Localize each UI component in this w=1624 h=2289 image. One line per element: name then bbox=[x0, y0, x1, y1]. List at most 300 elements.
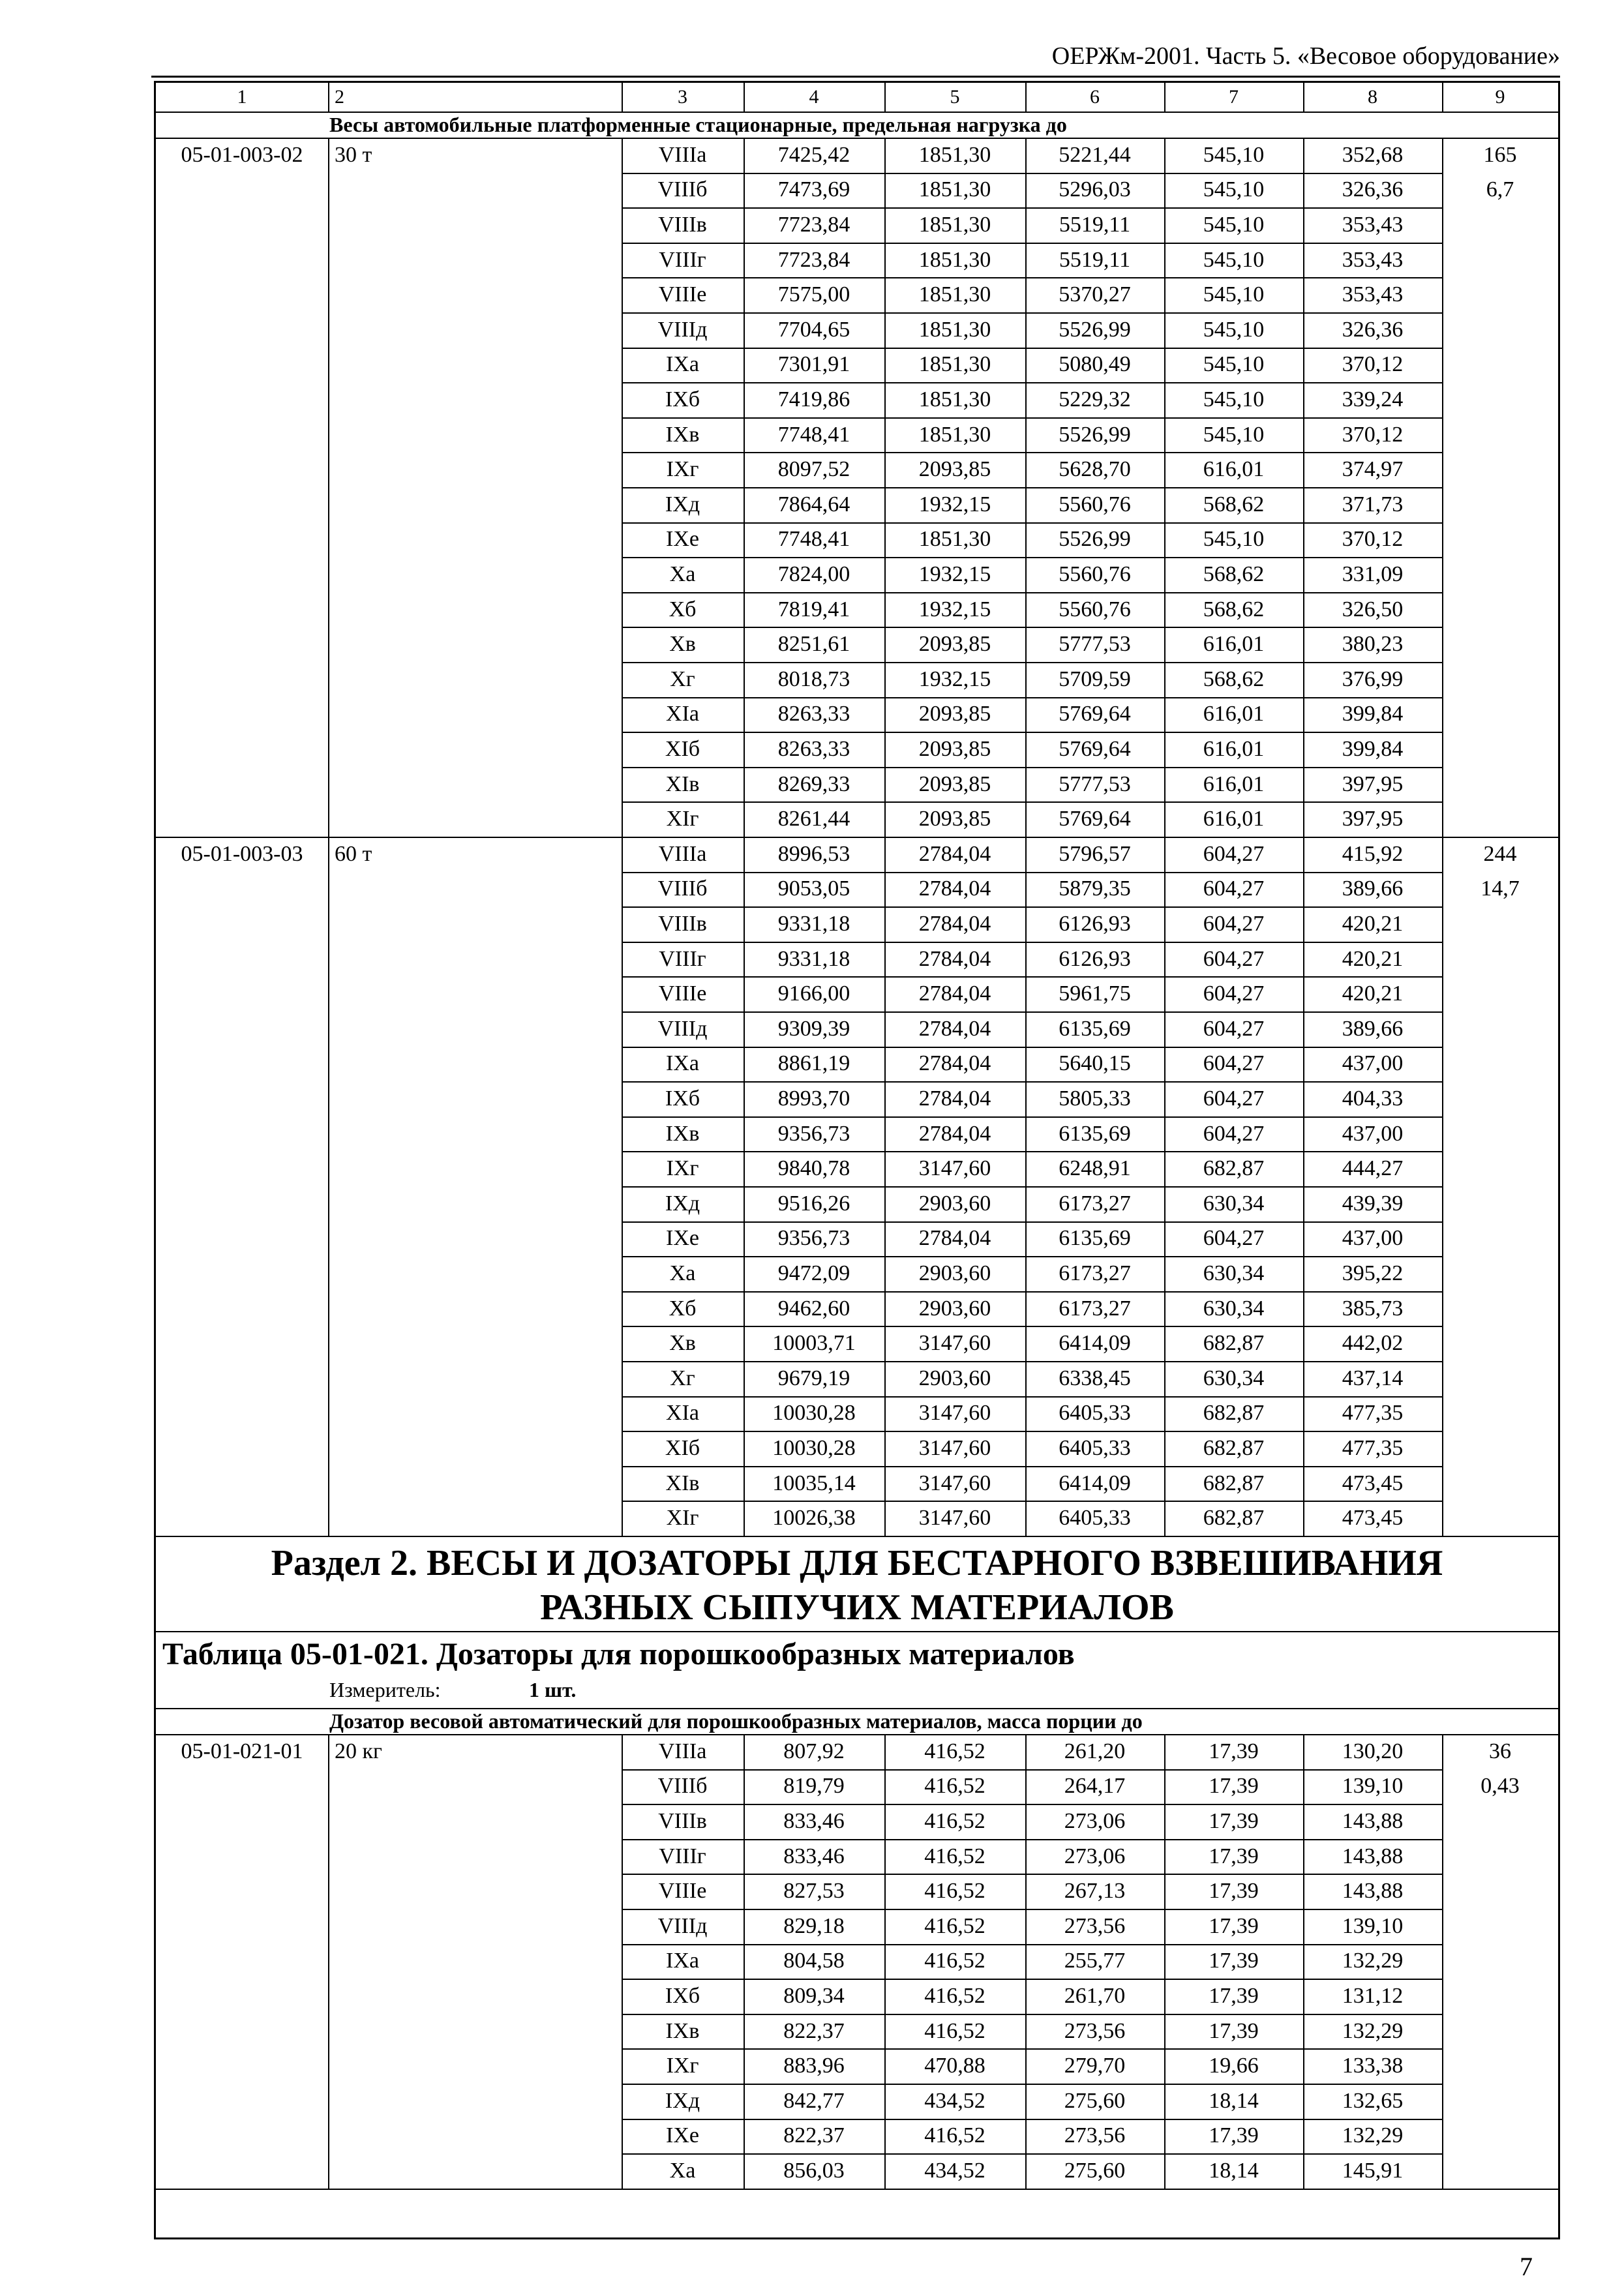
cell-value: 2784,04 bbox=[918, 1016, 991, 1041]
cell-value: 3147,60 bbox=[918, 1401, 991, 1426]
table-row bbox=[156, 1291, 1558, 1326]
cell-value: 682,87 bbox=[1203, 1331, 1265, 1356]
cell-value: 132,29 bbox=[1342, 2018, 1404, 2043]
cell-value: 17,39 bbox=[1209, 1949, 1259, 1973]
cell-value: VIIIе bbox=[658, 1879, 707, 1904]
cell-value: 17,39 bbox=[1209, 1983, 1259, 2008]
cell-value: VIIIд bbox=[657, 1016, 708, 1041]
cell-value: 326,36 bbox=[1342, 177, 1404, 202]
cell-value: Xб bbox=[669, 1296, 697, 1321]
cell-value: 3147,60 bbox=[918, 1506, 991, 1531]
cell-value: 616,01 bbox=[1203, 771, 1265, 796]
column-divider bbox=[1164, 1734, 1165, 2189]
cell-value: 2784,04 bbox=[918, 946, 991, 971]
cell-value: 437,14 bbox=[1342, 1366, 1404, 1390]
cell-value: 6405,33 bbox=[1059, 1435, 1131, 1460]
cell-value: 682,87 bbox=[1203, 1435, 1265, 1460]
cell-value: 6248,91 bbox=[1059, 1156, 1131, 1181]
cell-value: 6126,93 bbox=[1059, 946, 1131, 971]
header-rule bbox=[151, 76, 1560, 78]
table-row bbox=[156, 801, 1558, 837]
cell-value: 682,87 bbox=[1203, 1156, 1265, 1181]
table-row bbox=[156, 207, 1558, 243]
cell-value: 416,52 bbox=[924, 1808, 985, 1833]
cell-value: 604,27 bbox=[1203, 1121, 1265, 1146]
group-caption bbox=[156, 112, 1558, 138]
table-row bbox=[156, 697, 1558, 732]
table-row bbox=[156, 1396, 1558, 1431]
cell-value: XIв bbox=[665, 771, 700, 796]
cell-value: 1932,15 bbox=[918, 492, 991, 516]
cell-value: 7723,84 bbox=[777, 212, 850, 237]
cell-value: 545,10 bbox=[1203, 422, 1265, 447]
cell-value: 2784,04 bbox=[918, 1086, 991, 1111]
cell-value: 255,77 bbox=[1064, 1949, 1126, 1973]
cell-value: 2093,85 bbox=[918, 632, 991, 657]
cell-value: 2903,60 bbox=[918, 1296, 991, 1321]
cell-value: 10026,38 bbox=[772, 1506, 856, 1531]
cell-value: VIIIв bbox=[658, 1808, 707, 1833]
cell-value: Xб bbox=[669, 597, 697, 621]
cell-value: 2784,04 bbox=[918, 911, 991, 936]
cell-value: 804,58 bbox=[783, 1949, 845, 1973]
table-row bbox=[156, 312, 1558, 348]
cell-value: IXб bbox=[665, 1983, 700, 2008]
column-divider bbox=[744, 83, 745, 112]
cell-value: 380,23 bbox=[1342, 632, 1404, 657]
cell-value: 1932,15 bbox=[918, 597, 991, 621]
cell-value: 5796,57 bbox=[1059, 841, 1131, 866]
column-number: 7 bbox=[1229, 86, 1239, 108]
table-row bbox=[156, 767, 1558, 802]
cell-value: 8261,44 bbox=[777, 807, 850, 831]
cell-value: 5805,33 bbox=[1059, 1086, 1131, 1111]
cell-value: 9331,18 bbox=[777, 911, 850, 936]
cell-value: 8097,52 bbox=[777, 457, 850, 482]
cell-value: 370,12 bbox=[1342, 422, 1404, 447]
cell-value: 545,10 bbox=[1203, 387, 1265, 411]
cell-value: VIIIв bbox=[658, 911, 707, 936]
cell-value: IXд bbox=[665, 1191, 700, 1216]
cell-value: 397,95 bbox=[1342, 771, 1404, 796]
column-divider bbox=[884, 83, 886, 112]
column-divider bbox=[1303, 1734, 1304, 2189]
table-row bbox=[156, 1979, 1558, 2014]
cell-value: 9462,60 bbox=[777, 1296, 850, 1321]
cell-value: 829,18 bbox=[783, 1913, 845, 1938]
cell-value: VIIIг bbox=[659, 946, 706, 971]
cell-value: 9331,18 bbox=[777, 946, 850, 971]
cell-value: XIб bbox=[665, 1435, 700, 1460]
cell-value: 442,02 bbox=[1342, 1331, 1404, 1356]
cell-value: 444,27 bbox=[1342, 1156, 1404, 1181]
table-row bbox=[156, 382, 1558, 417]
table-row bbox=[156, 557, 1558, 592]
table-row bbox=[156, 487, 1558, 522]
table-row bbox=[156, 627, 1558, 662]
table-row bbox=[156, 1944, 1558, 1979]
cell-value: IXе bbox=[666, 527, 699, 552]
table-row bbox=[156, 1909, 1558, 1944]
table-row bbox=[156, 1326, 1558, 1361]
column-divider bbox=[1442, 138, 1443, 1536]
cell-value: 7864,64 bbox=[777, 492, 850, 516]
cell-value: 1851,30 bbox=[918, 387, 991, 411]
cell-value: 545,10 bbox=[1203, 212, 1265, 237]
cell-value: 9840,78 bbox=[777, 1156, 850, 1181]
cell-value: VIIIб bbox=[657, 876, 708, 901]
table-title: Таблица 05-01-021. Дозаторы для порошкообразных материалов bbox=[162, 1637, 1075, 1671]
cell-value: 420,21 bbox=[1342, 981, 1404, 1006]
cell-value: 822,37 bbox=[783, 2018, 845, 2043]
cell-value: 399,84 bbox=[1342, 736, 1404, 761]
cell-value: IXг bbox=[666, 1156, 699, 1181]
cell-value: 143,88 bbox=[1342, 1844, 1404, 1868]
cell-value: IXг bbox=[666, 457, 699, 482]
cell-value: 5370,27 bbox=[1059, 282, 1131, 307]
cell-value: 545,10 bbox=[1203, 352, 1265, 377]
table-row bbox=[156, 1047, 1558, 1082]
cell-value: 477,35 bbox=[1342, 1401, 1404, 1426]
cell-value: 434,52 bbox=[924, 2088, 985, 2113]
cell-value: 5769,64 bbox=[1059, 736, 1131, 761]
cell-value: IXг bbox=[666, 2054, 699, 2078]
item-divider bbox=[156, 1536, 1558, 1537]
section-title-line1: Раздел 2. ВЕСЫ И ДОЗАТОРЫ ДЛЯ БЕСТАРНОГО ВЗВЕШИВАНИЯ bbox=[271, 1543, 1443, 1583]
cell-value: 19,66 bbox=[1209, 2054, 1259, 2078]
cell-value: 8993,70 bbox=[777, 1086, 850, 1111]
cell-value: 18,14 bbox=[1209, 2088, 1259, 2113]
cell-value: 1851,30 bbox=[918, 527, 991, 552]
cell-value: VIIIб bbox=[657, 177, 708, 202]
cell-value: 420,21 bbox=[1342, 946, 1404, 971]
cell-value: 416,52 bbox=[924, 1774, 985, 1799]
item-name: 30 т bbox=[335, 142, 372, 167]
cell-value: 389,66 bbox=[1342, 1016, 1404, 1041]
cell-value: 5777,53 bbox=[1059, 771, 1131, 796]
cell-value: VIIIе bbox=[658, 282, 707, 307]
cell-value: 143,88 bbox=[1342, 1808, 1404, 1833]
cell-value: 545,10 bbox=[1203, 282, 1265, 307]
cell-value: 17,39 bbox=[1209, 1844, 1259, 1868]
cell-value: 1932,15 bbox=[918, 666, 991, 691]
cell-value: 6405,33 bbox=[1059, 1401, 1131, 1426]
cell-value: XIа bbox=[666, 1401, 699, 1426]
table-row bbox=[156, 906, 1558, 942]
cell-value: 416,52 bbox=[924, 1844, 985, 1868]
cell-value: VIIIв bbox=[658, 212, 707, 237]
cell-value: 273,56 bbox=[1064, 2123, 1126, 2148]
table-row bbox=[156, 942, 1558, 977]
cell-value: IXе bbox=[666, 1226, 699, 1251]
extra-value: 6,7 bbox=[1486, 177, 1514, 202]
column-divider bbox=[884, 1734, 886, 2189]
cell-value: 470,88 bbox=[924, 2054, 985, 2078]
cell-value: 17,39 bbox=[1209, 1774, 1259, 1799]
cell-value: 5296,03 bbox=[1059, 177, 1131, 202]
cell-value: 10030,28 bbox=[772, 1435, 856, 1460]
cell-value: 568,62 bbox=[1203, 561, 1265, 586]
cell-value: Xв bbox=[669, 1331, 696, 1356]
cell-value: 7473,69 bbox=[777, 177, 850, 202]
cell-value: 415,92 bbox=[1342, 841, 1404, 866]
section-divider bbox=[156, 1631, 1558, 1632]
table-row bbox=[156, 243, 1558, 278]
table-row bbox=[156, 1221, 1558, 1257]
cell-value: 326,50 bbox=[1342, 597, 1404, 621]
item-name: 20 кг bbox=[335, 1739, 382, 1763]
cell-value: 6405,33 bbox=[1059, 1506, 1131, 1531]
cell-value: 822,37 bbox=[783, 2123, 845, 2148]
cell-value: 1851,30 bbox=[918, 352, 991, 377]
cell-value: 132,29 bbox=[1342, 2123, 1404, 2148]
cell-value: 7301,91 bbox=[777, 352, 850, 377]
column-number: 3 bbox=[678, 86, 687, 108]
table-row bbox=[156, 662, 1558, 697]
cell-value: 6338,45 bbox=[1059, 1366, 1131, 1390]
cell-value: 545,10 bbox=[1203, 317, 1265, 342]
column-divider bbox=[1164, 138, 1165, 1536]
page-header: ОЕРЖм-2001. Часть 5. «Весовое оборудование» bbox=[1051, 42, 1560, 70]
cell-value: 1932,15 bbox=[918, 561, 991, 586]
cell-value: 9516,26 bbox=[777, 1191, 850, 1216]
column-number: 5 bbox=[950, 86, 960, 108]
cell-value: 2093,85 bbox=[918, 457, 991, 482]
cell-value: 2903,60 bbox=[918, 1191, 991, 1216]
cell-value: 473,45 bbox=[1342, 1506, 1404, 1531]
cell-value: 17,39 bbox=[1209, 2018, 1259, 2043]
cell-value: Xв bbox=[669, 632, 696, 657]
cell-value: VIIIа bbox=[658, 1739, 707, 1763]
cell-value: 434,52 bbox=[924, 2158, 985, 2183]
cell-value: VIIIа bbox=[658, 841, 707, 866]
table-row bbox=[156, 1361, 1558, 1396]
cell-value: 5879,35 bbox=[1059, 876, 1131, 901]
cell-value: 10035,14 bbox=[772, 1471, 856, 1495]
cell-value: 9309,39 bbox=[777, 1016, 850, 1041]
column-number: 4 bbox=[809, 86, 819, 108]
column-divider bbox=[1442, 83, 1443, 112]
cell-value: 1851,30 bbox=[918, 247, 991, 272]
table-row bbox=[156, 837, 1558, 872]
cell-value: 5519,11 bbox=[1059, 247, 1131, 272]
cell-value: 8018,73 bbox=[777, 666, 850, 691]
cell-value: 604,27 bbox=[1203, 1226, 1265, 1251]
cell-value: 616,01 bbox=[1203, 457, 1265, 482]
page-number: 7 bbox=[1520, 2252, 1533, 2281]
cell-value: 397,95 bbox=[1342, 807, 1404, 831]
cell-value: XIб bbox=[665, 736, 700, 761]
cell-value: 5961,75 bbox=[1059, 981, 1131, 1006]
cell-value: 616,01 bbox=[1203, 632, 1265, 657]
cell-value: 616,01 bbox=[1203, 736, 1265, 761]
cell-value: 1851,30 bbox=[918, 282, 991, 307]
group-caption-text: Весы автомобильные платформенные стационарные, предельная нагрузка до bbox=[329, 112, 1067, 136]
cell-value: VIIIг bbox=[659, 1844, 706, 1868]
cell-value: 2784,04 bbox=[918, 1051, 991, 1076]
cell-value: 376,99 bbox=[1342, 666, 1404, 691]
cell-value: Xа bbox=[669, 561, 696, 586]
cell-value: 371,73 bbox=[1342, 492, 1404, 516]
table-row bbox=[156, 1734, 1558, 1769]
cell-value: 568,62 bbox=[1203, 597, 1265, 621]
cell-value: 616,01 bbox=[1203, 702, 1265, 726]
extra-value: 0,43 bbox=[1481, 1774, 1520, 1799]
table-row bbox=[156, 1186, 1558, 1221]
column-divider bbox=[328, 83, 329, 112]
cell-value: VIIIе bbox=[658, 981, 707, 1006]
cell-value: 604,27 bbox=[1203, 981, 1265, 1006]
table-row bbox=[156, 2119, 1558, 2154]
table-row bbox=[156, 1501, 1558, 1536]
cell-value: 682,87 bbox=[1203, 1471, 1265, 1495]
column-divider bbox=[328, 1734, 329, 2189]
cell-value: Xг bbox=[670, 666, 695, 691]
cell-value: VIIIа bbox=[658, 142, 707, 167]
column-divider bbox=[744, 1734, 745, 2189]
table-row bbox=[156, 1466, 1558, 1501]
cell-value: 2903,60 bbox=[918, 1261, 991, 1285]
cell-value: 143,88 bbox=[1342, 1879, 1404, 1904]
cell-value: 5560,76 bbox=[1059, 597, 1131, 621]
column-number: 9 bbox=[1495, 86, 1505, 108]
cell-value: 630,34 bbox=[1203, 1296, 1265, 1321]
item-code: 05-01-021-01 bbox=[181, 1739, 303, 1763]
column-number: 1 bbox=[237, 86, 247, 108]
extra-value: 244 bbox=[1483, 841, 1517, 866]
cell-value: 5221,44 bbox=[1059, 142, 1131, 167]
cell-value: IXб bbox=[665, 1086, 700, 1111]
cell-value: 261,70 bbox=[1064, 1983, 1126, 2008]
table-row bbox=[156, 1431, 1558, 1466]
column-divider bbox=[1025, 83, 1027, 112]
cell-value: 827,53 bbox=[783, 1879, 845, 1904]
cell-value: 3147,60 bbox=[918, 1156, 991, 1181]
cell-value: 5709,59 bbox=[1059, 666, 1131, 691]
cell-value: 437,00 bbox=[1342, 1121, 1404, 1146]
cell-value: 5526,99 bbox=[1059, 527, 1131, 552]
cell-value: XIв bbox=[665, 1471, 700, 1495]
cell-value: 7819,41 bbox=[777, 597, 850, 621]
cell-value: 420,21 bbox=[1342, 911, 1404, 936]
cell-value: VIIIб bbox=[657, 1774, 708, 1799]
cell-value: 8861,19 bbox=[777, 1051, 850, 1076]
table-row bbox=[156, 452, 1558, 487]
cell-value: IXа bbox=[666, 1949, 699, 1973]
cell-value: IXв bbox=[665, 422, 700, 447]
column-divider bbox=[622, 138, 623, 1536]
cell-value: 17,39 bbox=[1209, 1739, 1259, 1763]
cell-value: 352,68 bbox=[1342, 142, 1404, 167]
cell-value: 8251,61 bbox=[777, 632, 850, 657]
table-row bbox=[156, 138, 1558, 173]
cell-value: 416,52 bbox=[924, 1879, 985, 1904]
cell-value: 5777,53 bbox=[1059, 632, 1131, 657]
cell-value: 10003,71 bbox=[772, 1331, 856, 1356]
cell-value: IXа bbox=[666, 352, 699, 377]
cell-value: 275,60 bbox=[1064, 2088, 1126, 2113]
cell-value: IXд bbox=[665, 492, 700, 516]
cell-value: 7425,42 bbox=[777, 142, 850, 167]
table-row bbox=[156, 2048, 1558, 2084]
cell-value: VIIIд bbox=[657, 1913, 708, 1938]
cell-value: 2903,60 bbox=[918, 1366, 991, 1390]
column-divider bbox=[622, 1734, 623, 2189]
cell-value: 132,65 bbox=[1342, 2088, 1404, 2113]
cell-value: 7704,65 bbox=[777, 317, 850, 342]
cell-value: 545,10 bbox=[1203, 177, 1265, 202]
cell-value: 2784,04 bbox=[918, 841, 991, 866]
cell-value: 6414,09 bbox=[1059, 1471, 1131, 1495]
table-row bbox=[156, 872, 1558, 907]
extra-value: 14,7 bbox=[1481, 876, 1520, 901]
cell-value: 5640,15 bbox=[1059, 1051, 1131, 1076]
column-divider bbox=[1442, 1734, 1443, 2189]
cell-value: XIг bbox=[666, 807, 699, 831]
cell-value: 1851,30 bbox=[918, 142, 991, 167]
column-divider bbox=[1025, 138, 1027, 1536]
cell-value: 437,00 bbox=[1342, 1051, 1404, 1076]
column-divider bbox=[1025, 1734, 1027, 2189]
cell-value: 17,39 bbox=[1209, 1808, 1259, 1833]
cell-value: 1851,30 bbox=[918, 422, 991, 447]
cell-value: 5519,11 bbox=[1059, 212, 1131, 237]
cell-value: 630,34 bbox=[1203, 1261, 1265, 1285]
column-divider bbox=[884, 138, 886, 1536]
cell-value: IXа bbox=[666, 1051, 699, 1076]
cell-value: 9679,19 bbox=[777, 1366, 850, 1390]
cell-value: IXб bbox=[665, 387, 700, 411]
cell-value: IXе bbox=[666, 2123, 699, 2148]
cell-value: 273,56 bbox=[1064, 1913, 1126, 1938]
column-number: 8 bbox=[1368, 86, 1377, 108]
cell-value: 6135,69 bbox=[1059, 1226, 1131, 1251]
table-row bbox=[156, 1151, 1558, 1186]
cell-value: 267,13 bbox=[1064, 1879, 1126, 1904]
cell-value: VIIIд bbox=[657, 317, 708, 342]
cell-value: 604,27 bbox=[1203, 876, 1265, 901]
cell-value: 5229,32 bbox=[1059, 387, 1131, 411]
cell-value: Xа bbox=[669, 2158, 696, 2183]
cell-value: 6414,09 bbox=[1059, 1331, 1131, 1356]
cell-value: 2784,04 bbox=[918, 1226, 991, 1251]
cell-value: 6135,69 bbox=[1059, 1016, 1131, 1041]
cell-value: 604,27 bbox=[1203, 946, 1265, 971]
cell-value: 261,20 bbox=[1064, 1739, 1126, 1763]
cell-value: 604,27 bbox=[1203, 841, 1265, 866]
cell-value: 370,12 bbox=[1342, 527, 1404, 552]
cell-value: 2093,85 bbox=[918, 702, 991, 726]
table-row bbox=[156, 976, 1558, 1011]
cell-value: 2093,85 bbox=[918, 736, 991, 761]
table-row bbox=[156, 1256, 1558, 1291]
table-row bbox=[156, 1081, 1558, 1116]
measure-value: 1 шт. bbox=[529, 1678, 577, 1701]
cell-value: 809,34 bbox=[783, 1983, 845, 2008]
cell-value: 842,77 bbox=[783, 2088, 845, 2113]
cell-value: 9472,09 bbox=[777, 1261, 850, 1285]
table-row bbox=[156, 173, 1558, 208]
cell-value: 568,62 bbox=[1203, 666, 1265, 691]
table-row bbox=[156, 1874, 1558, 1909]
cell-value: 5526,99 bbox=[1059, 317, 1131, 342]
cell-value: 2784,04 bbox=[918, 1121, 991, 1146]
cell-value: 9356,73 bbox=[777, 1226, 850, 1251]
cell-value: 3147,60 bbox=[918, 1435, 991, 1460]
cell-value: 264,17 bbox=[1064, 1774, 1126, 1799]
cell-value: 2093,85 bbox=[918, 807, 991, 831]
cell-value: 8263,33 bbox=[777, 702, 850, 726]
